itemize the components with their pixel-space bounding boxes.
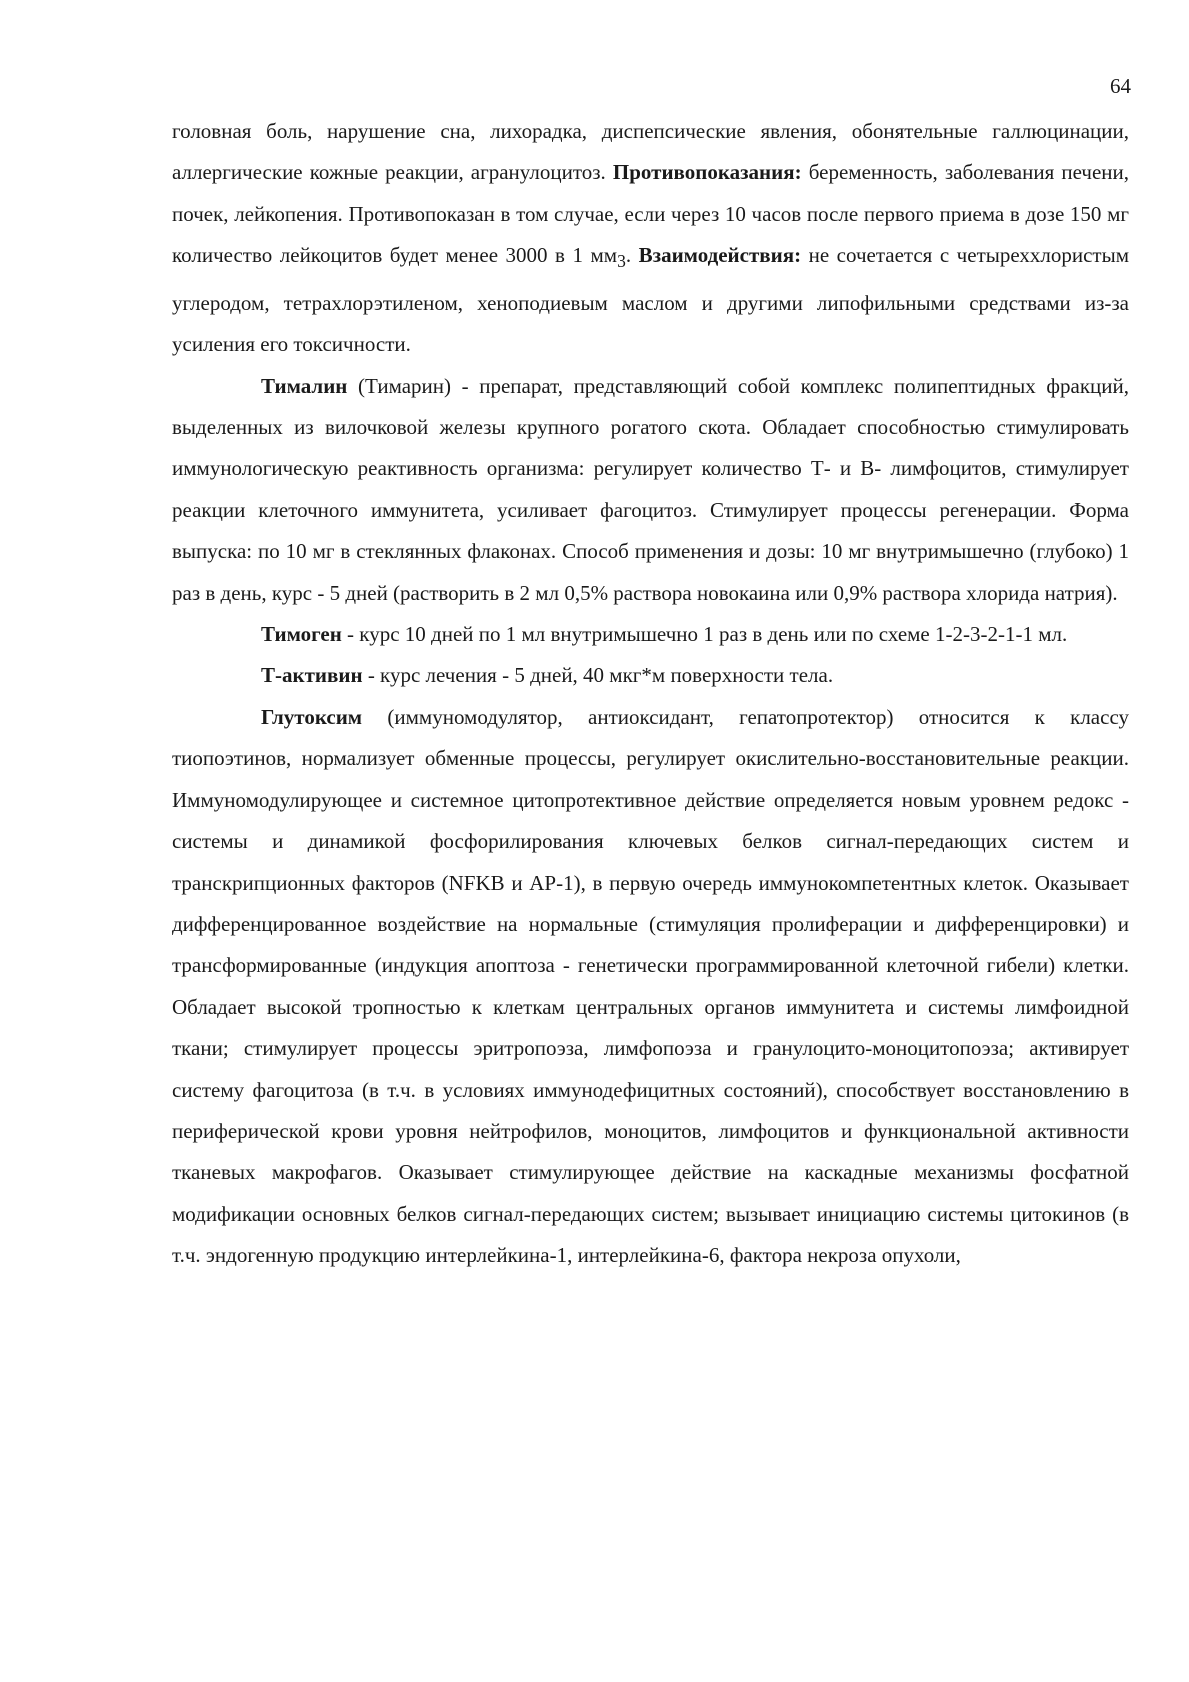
heading-interactions: Взаимодействия: <box>638 243 802 268</box>
paragraph-thymogen <box>172 614 1129 655</box>
paragraph-text: не сочетается с четыреххлористым углеродом, тетрахлорэтиленом, хеноподиевым маслом и другими липофильными средствами из-за усиления его токсичности. <box>172 243 1130 357</box>
body-text <box>172 111 1129 1277</box>
paragraph-text: (Тимарин) - препарат, представляющий собой комплекс полипептидных фракций, выделенных из вилочковой железы крупного рогатого скота. Обладает способностью стимулировать иммунологическую реактивность организма: регулирует количество Т- и В- лимфоцитов, стимулирует реакции клеточного иммунитета, усиливает фагоцитоз. Стимулирует процессы регенерации. Форма выпуска: по 10 мг в стеклянных флаконах. Способ применения и дозы: 10 мг внутримышечно (глубоко) 1 раз в день, курс - 5 дней (растворить в 2 мл 0,5% раствора новокаина или 0,9% раствора хлорида натрия). <box>172 373 1129 605</box>
drug-name-thymalin: Тималин <box>261 373 348 398</box>
paragraph-text: беременность, заболевания печени, почек, лейкопения. Противопоказан в том случае, если через 10 часов после первого приема в дозе 150 мг количество лейкоцитов будет менее 3000 в 1 мм <box>172 160 1129 268</box>
paragraph-contraindications <box>172 111 1129 366</box>
heading-contraindications: Противопоказания: <box>612 160 802 185</box>
paragraph-text: головная боль, нарушение сна, лихорадка, диспепсические явления, обонятельные галлюцинации, аллергические кожные реакции, агранулоцитоз. <box>172 119 1129 185</box>
paragraph-text: - курс лечения - 5 дней, 40 мкг*м поверхности тела. <box>362 663 834 688</box>
unit-subscript: 3 <box>617 251 626 272</box>
paragraph-text: . <box>625 243 639 268</box>
paragraph-text: - курс 10 дней по 1 мл внутримышечно 1 раз в день или по схеме 1-2-3-2-1-1 мл. <box>341 622 1068 647</box>
drug-name-glutoxim: Глутоксим <box>261 704 363 729</box>
page-number: 64 <box>1110 74 1131 98</box>
paragraph-glutoxim <box>172 697 1129 1277</box>
drug-name-thymogen: Тимоген <box>261 622 342 647</box>
paragraph-t-activin <box>172 655 1129 696</box>
paragraph-text: (иммуномодулятор, антиоксидант, гепатопротектор) относится к классу тиопоэтинов, нормализует обменные процессы, регулирует окислительно-восстановительные реакции. Иммуномодулирующее и системное цитопротективное действие определяется новым уровнем редокс - системы и динамикой фосфорилирования ключевых белков сигнал-передающих систем и транскрипционных факторов (NFKB и AP-1), в первую очередь иммунокомпетентных клеток. Оказывает дифференцированное воздействие на нормальные (стимуляция пролиферации и дифференцировки) и трансформированные (индукция апоптоза - генетически программированной клеточной гибели) клетки. Обладает высокой тропностью к клеткам центральных органов иммунитета и системы лимфоидной ткани; стимулирует процессы эритропоэза, лимфопоэза и гранулоцито-моноцитопоэза; активирует систему фагоцитоза (в т.ч. в условиях иммунодефицитных состояний), способствует восстановлению в периферической крови уровня нейтрофилов, моноцитов, лимфоцитов и функциональной активности тканевых макрофагов. Оказывает стимулирующее действие на каскадные механизмы фосфатной модификации основных белков сигнал-передающих систем; вызывает инициацию системы цитокинов (в т.ч. эндогенную продукцию интерлейкина-1, интерлейкина-6, фактора некроза опухоли, <box>172 704 1129 1268</box>
paragraph-thymalin <box>172 366 1129 614</box>
drug-name-t-activin: Т-активин <box>261 663 363 688</box>
